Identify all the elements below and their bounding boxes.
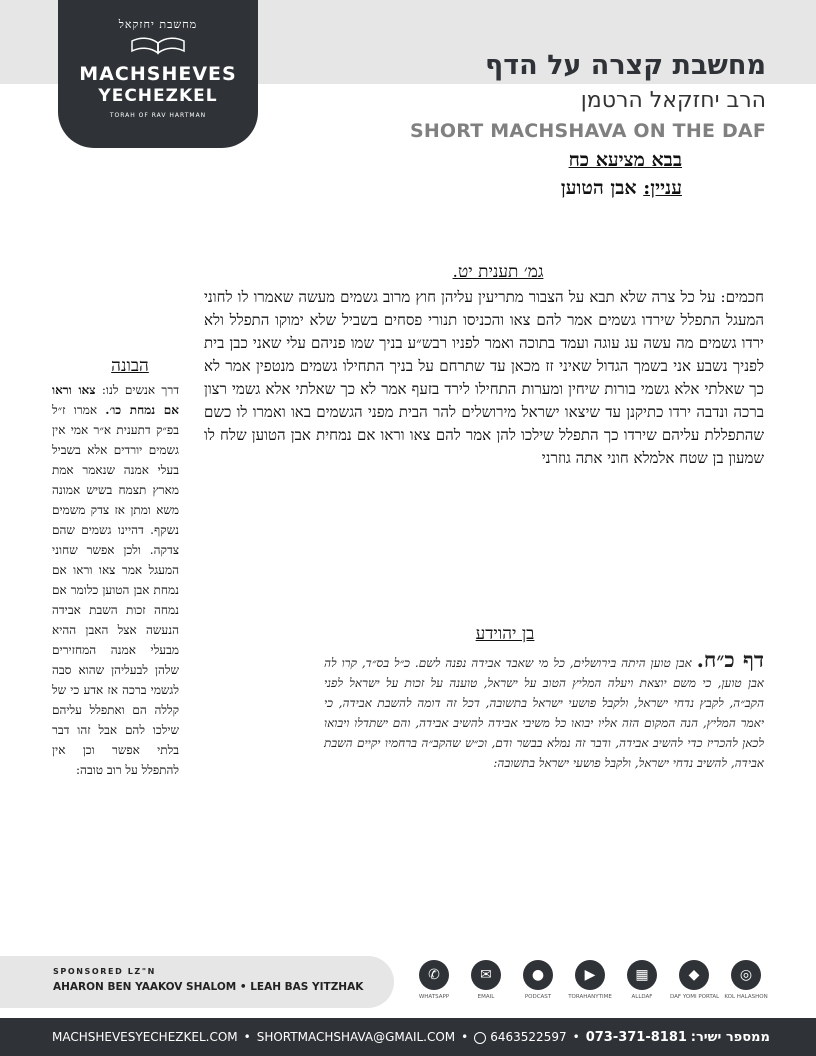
- kol-halashon-label: KOL HALASHON: [724, 994, 768, 1000]
- torahanytime-link[interactable]: [566, 960, 614, 1000]
- daf-reference: בבא מציעא כח: [568, 149, 682, 171]
- logo-line-machsheves: MACHSHEVES: [79, 63, 237, 85]
- footer-website[interactable]: MACHSHEVESYECHEZKEL.COM: [52, 1030, 238, 1044]
- topic-value: אבן הטוען: [560, 177, 637, 199]
- kol-halashon-icon: ◎: [731, 960, 761, 990]
- footer-bar: [0, 1018, 816, 1056]
- ben-yehoyada-heading: בן יהוידע: [475, 624, 535, 644]
- alldaf-link[interactable]: [618, 960, 666, 1000]
- page-title: מחשבת קצרה על הדף: [485, 50, 766, 81]
- sponsor-label: SPONSORED LZ"N: [53, 967, 156, 976]
- whatsapp-link[interactable]: [410, 960, 458, 1000]
- havana-paragraph: [52, 380, 179, 780]
- torahanytime-label: TORAHANYTIME: [568, 994, 612, 1000]
- kol-halashon-link[interactable]: [722, 960, 770, 1000]
- havana-bold-quote: צאו וראו אם נמחת כו׳.: [52, 383, 179, 417]
- whatsapp-label: WHATSAPP: [418, 994, 450, 1000]
- havana-lead: דרך אנשים לנו:: [101, 383, 179, 397]
- whatsapp-small-icon: [474, 1032, 486, 1044]
- separator-dot: •: [461, 1030, 469, 1044]
- havana-text: אמרו ז״ל בפ״ק דתענית א״ר אמי אין גשמים יורדים אלא בשביל בעלי אמנה שנאמר אמת מארץ תצמח בשיש אמונה משא ומתן אז צדק משמים נשקף. דהיינו גשמים שהם צדקה. ולכן אפשר שחוני המעגל אמר צאו וראו אם נמחת אבן הטוען כלומר אם נמחה זכות השבת אבידה הנעשה אצל האבן ההיא מבעלי אמנה המחזירים שלהן לבעליהן שהוא סבה לגשמי ברכה אז אדע כי של קללה הם ואתפלל עליהם שילכו להם אבל זהו דבר בלתי אפשר וכן אין להתפלל על רוב טובה:: [52, 403, 179, 777]
- sponsor-banner: [0, 956, 394, 1008]
- podcast-link[interactable]: [514, 960, 562, 1000]
- gemara-text-block: [204, 286, 764, 576]
- sponsor-names: AHARON BEN YAAKOV SHALOM • LEAH BAS YITZHAK: [53, 981, 364, 993]
- email-label: EMAIL: [477, 994, 495, 1000]
- alldaf-icon: ▦: [627, 960, 657, 990]
- topic-line: [561, 177, 682, 200]
- gemara-heading: גמ׳ תענית יט.: [452, 262, 544, 282]
- dafyomi-portal-link[interactable]: [670, 960, 718, 1000]
- ben-yehoyada-scan: [324, 647, 764, 845]
- havana-heading: הבונה: [111, 356, 149, 376]
- scan-daf-label: דף כ״ח.: [696, 647, 764, 672]
- author-name: הרב יחזקאל הרטמן: [580, 88, 766, 113]
- logo-tagline: TORAH OF RAV HARTMAN: [109, 112, 207, 119]
- dafyomi-portal-label: DAF YOMI PORTAL: [670, 994, 720, 1000]
- open-book-icon: [128, 35, 188, 57]
- separator-dot: •: [572, 1030, 580, 1044]
- alldaf-label: ALLDAF: [631, 994, 653, 1000]
- topic-label: עניין:: [643, 177, 682, 199]
- havana-text-block: [52, 380, 179, 780]
- scan-paragraph: [324, 647, 764, 773]
- torahanytime-icon: ▶: [575, 960, 605, 990]
- logo-hebrew: מחשבת יחזקאל: [118, 18, 198, 31]
- logo-line-yechezkel: YECHEZKEL: [98, 86, 218, 106]
- scan-text: אבן טוען היתה בירושלים, כל מי שאבד אבידה נפנה לשם. כ״ל בס״ד, קרו לה אבן טוען, כי משם יוצאת ויעלה המליץ הטוב על ישראל, טוענה על זכות על ישראל לפני הקב״ה, לקבץ נדחי ישראל, ולקבל פושעי ישראל בתשובה, דכל זה דומה להשבת אבידה, כי יאמר המליץ, הנה המקום הזה אליו יבואו כל משיבי אבידה להשיב אבידה, והם ישתדלו ויבואו לכאן להכריז כדי להשיב אבידה, ודבר זה נמלא בבשר ודם, וכ״ש שהקב״ה ברחמיו יקיים השבת אבידה, להשיב נדחי ישראל, ולקבל פושעי ישראל בתשובה:: [324, 656, 764, 770]
- email-icon: ✉: [471, 960, 501, 990]
- separator-dot: •: [243, 1030, 251, 1044]
- footer-email[interactable]: SHORTMACHSHAVA@GMAIL.COM: [256, 1030, 456, 1044]
- podcast-icon: ●: [523, 960, 553, 990]
- footer-contact: [52, 1030, 770, 1045]
- share-icons: [410, 960, 790, 1006]
- dafyomi-portal-icon: ◆: [679, 960, 709, 990]
- email-link[interactable]: [462, 960, 510, 1000]
- footer-phone[interactable]: 073-371-8181: [585, 1030, 687, 1045]
- footer-whatsapp[interactable]: 6463522597: [490, 1030, 567, 1044]
- gemara-text: חכמים: על כל צרה שלא תבא על הצבור מתריעין עליהן חוץ מרוב גשמים מעשה שאמרו לו לחוני המעגל התפלל שירדו גשמים אמר להם צאו והכניסו תנורי פסחים בשביל שלא ימוקו התפלל ולא ירדו גשמים מה עשה עג עוגה ועמד בתוכה ואמר לפניו רבש״ע בניך שמו פניהם עלי שאני כבן בית לפניך נשבע אני בשמך הגדול שאיני זז מכאן עד שתרחם על בניך התחילו גשמים מנטפין אמר לא כך שאלתי אלא גשמי בורות שיחין ומערות התחילו לירד בזעף אמר לא כך שאלתי אלא גשמי רצון ברכה ונדבה ירדו כתיקנן עד שיצאו ישראל מירושלים להר הבית מפני הגשמים באו ואמרו לו כשם שהתפללת עליהם שירדו כך התפלל שילכו להן אמר להם צאו וראו אם נמחית אבן הטוען שלח לו שמעון בן שטח אלמלא חוני אתה גוזרני: [204, 288, 764, 467]
- footer-direct-label: ממספר ישיר:: [690, 1030, 770, 1045]
- english-title: SHORT MACHSHAVA ON THE DAF: [409, 120, 766, 142]
- logo: [58, 0, 258, 148]
- whatsapp-icon: ✆: [419, 960, 449, 990]
- podcast-label: PODCAST: [524, 994, 552, 1000]
